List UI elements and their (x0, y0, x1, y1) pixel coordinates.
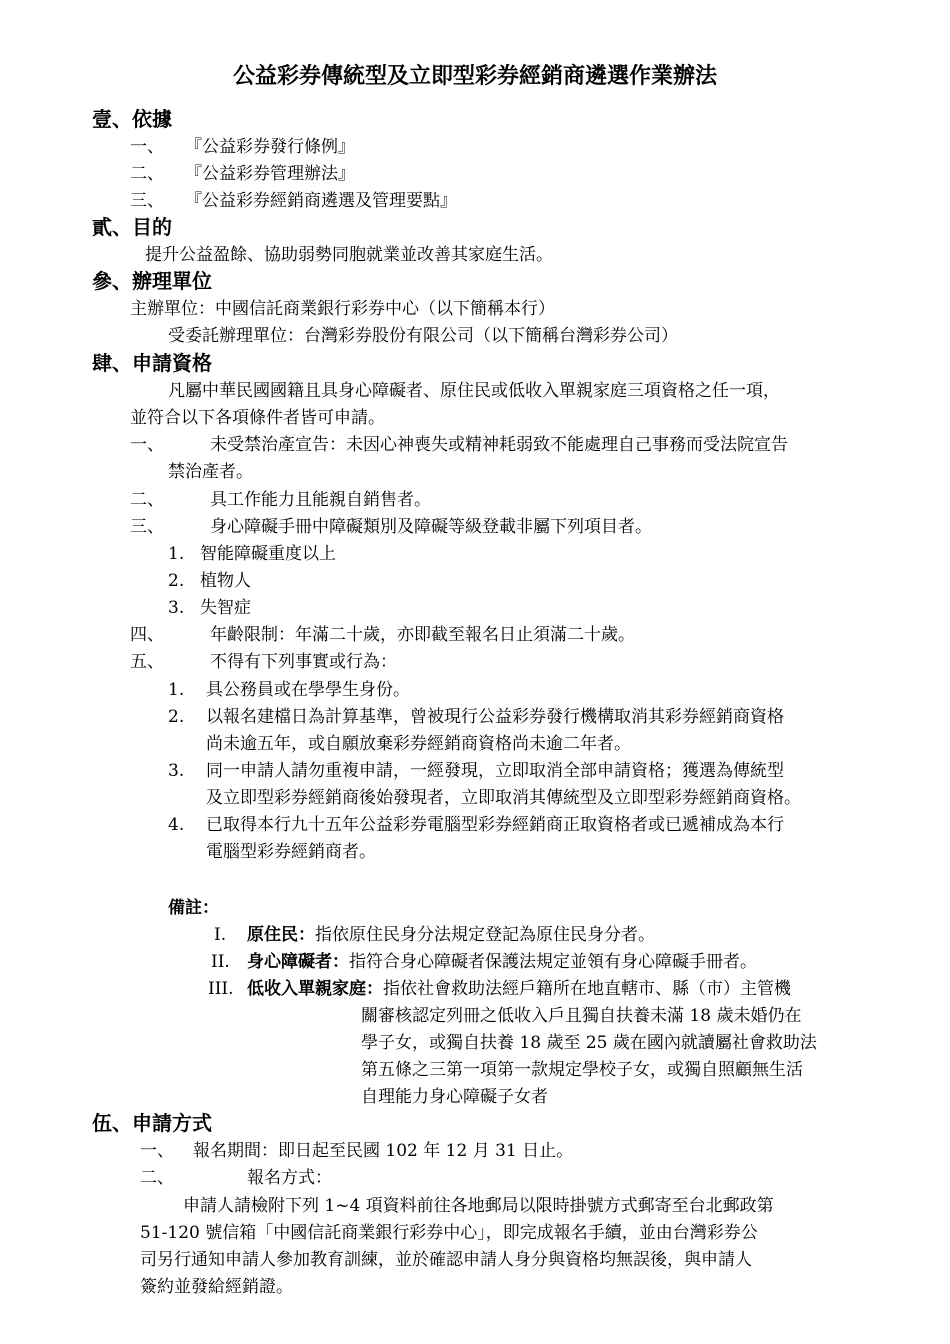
sub-item-cont: 尚未逾五年，或自願放棄彩券經銷商資格尚未逾二年者。 (206, 734, 631, 754)
note-text-cont: 關審核認定列冊之低收入戶且獨自扶養未滿 18 歲未婚仍在 (361, 1006, 802, 1026)
list-number: 一、 (130, 137, 164, 157)
note-term: 身心障礙者： (247, 952, 349, 972)
note-text-cont: 第五條之三第一項第一款規定學校子女，或獨自照顧無生活 (361, 1060, 803, 1080)
note-text: 指符合身心障礙者保護法規定並領有身心障礙手冊者。 (349, 952, 757, 972)
application-method: 報名方式： (247, 1168, 332, 1188)
sub-number: 2. (168, 571, 185, 591)
condition-1-line-1: 未受禁治產宣告：未因心神喪失或精神耗弱致不能處理自己事務而受法院宣告 (210, 435, 788, 455)
sub-number: 4. (168, 815, 185, 835)
sub-number: 3. (168, 761, 185, 781)
purpose-text: 提升公益盈餘、協助弱勢同胞就業並改善其家庭生活。 (145, 245, 553, 265)
sub-item: 失智症 (200, 598, 251, 618)
sub-item: 植物人 (200, 571, 251, 591)
note-number: II. (211, 952, 230, 972)
note-text-cont: 自理能力身心障礙子女者 (361, 1087, 548, 1107)
note-text-cont: 學子女，或獨自扶養 18 歲至 25 歲在國內就讀屬社會救助法 (361, 1033, 817, 1053)
section-heading-basis: 壹、依據 (92, 107, 172, 131)
sub-item: 具公務員或在學學生身份。 (206, 680, 410, 700)
method-body-3: 司另行通知申請人參加教育訓練，並於確認申請人身分與資格均無誤後，與申請人 (140, 1250, 752, 1270)
list-number: 二、 (130, 164, 164, 184)
note-item (247, 951, 757, 973)
method-body-1: 申請人請檢附下列 1~4 項資料前往各地郵局以限時掛號方式郵寄至台北郵政第 (183, 1196, 774, 1216)
list-item: 『公益彩券管理辦法』 (185, 164, 355, 184)
eligibility-intro-2: 並符合以下各項條件者皆可申請。 (130, 408, 385, 428)
list-number: 四、 (130, 625, 164, 645)
note-term: 低收入單親家庭： (247, 979, 383, 999)
sub-number: 2. (168, 707, 185, 727)
note-text: 指依社會救助法經戶籍所在地直轄市、縣（市）主管機 (383, 979, 791, 999)
list-number: 二、 (140, 1168, 174, 1188)
application-period: 報名期間：即日起至民國 102 年 12 月 31 日止。 (193, 1141, 574, 1161)
method-body-4: 簽約並發給經銷證。 (140, 1277, 293, 1297)
condition-5: 不得有下列事實或行為： (210, 652, 397, 672)
note-item (247, 978, 791, 1000)
sub-item-cont: 及立即型彩券經銷商後始發現者，立即取消其傳統型及立即型彩券經銷商資格。 (206, 788, 801, 808)
list-number: 三、 (130, 191, 164, 211)
sub-item: 已取得本行九十五年公益彩券電腦型彩券經銷商正取資格者或已遞補成為本行 (206, 815, 784, 835)
host-unit: 主辦單位：中國信託商業銀行彩券中心（以下簡稱本行） (130, 299, 555, 319)
note-number: III. (208, 979, 234, 999)
notes-label: 備註： (168, 898, 219, 918)
eligibility-intro-1: 凡屬中華民國國籍且具身心障礙者、原住民或低收入單親家庭三項資格之任一項， (168, 381, 780, 401)
sub-number: 1. (168, 544, 185, 564)
agent-unit: 受委託辦理單位：台灣彩券股份有限公司（以下簡稱台灣彩券公司） (168, 326, 678, 346)
note-text: 指依原住民身分法規定登記為原住民身分者。 (315, 925, 655, 945)
list-number: 一、 (140, 1141, 174, 1161)
condition-2: 具工作能力且能親自銷售者。 (210, 490, 431, 510)
section-heading-organizer: 參、辦理單位 (92, 269, 212, 293)
sub-number: 3. (168, 598, 185, 618)
list-number: 五、 (130, 652, 164, 672)
list-item: 『公益彩券發行條例』 (185, 137, 355, 157)
sub-item-cont: 電腦型彩券經銷商者。 (206, 842, 376, 862)
section-heading-eligibility: 肆、申請資格 (92, 351, 212, 375)
list-item: 『公益彩券經銷商遴選及管理要點』 (185, 191, 457, 211)
list-number: 三、 (130, 517, 164, 537)
condition-3: 身心障礙手冊中障礙類別及障礙等級登載非屬下列項目者。 (210, 517, 652, 537)
section-heading-purpose: 貳、目的 (92, 215, 172, 239)
page-title: 公益彩券傳統型及立即型彩券經銷商遴選作業辦法 (232, 63, 717, 89)
section-heading-application: 伍、申請方式 (92, 1111, 212, 1135)
note-term: 原住民： (247, 925, 315, 945)
condition-1-line-2: 禁治產者。 (168, 462, 253, 482)
list-number: 二、 (130, 490, 164, 510)
sub-item: 以報名建檔日為計算基準，曾被現行公益彩券發行機構取消其彩券經銷商資格 (206, 707, 784, 727)
sub-item: 智能障礙重度以上 (200, 544, 336, 564)
sub-item: 同一申請人請勿重複申請，一經發現，立即取消全部申請資格；獲選為傳統型 (206, 761, 784, 781)
list-number: 一、 (130, 435, 164, 455)
method-body-2: 51-120 號信箱「中國信託商業銀行彩券中心」，即完成報名手續，並由台灣彩券公 (140, 1223, 758, 1243)
condition-4: 年齡限制：年滿二十歲，亦即截至報名日止須滿二十歲。 (210, 625, 635, 645)
note-item (247, 924, 655, 946)
sub-number: 1. (168, 680, 185, 700)
note-number: I. (214, 925, 227, 945)
